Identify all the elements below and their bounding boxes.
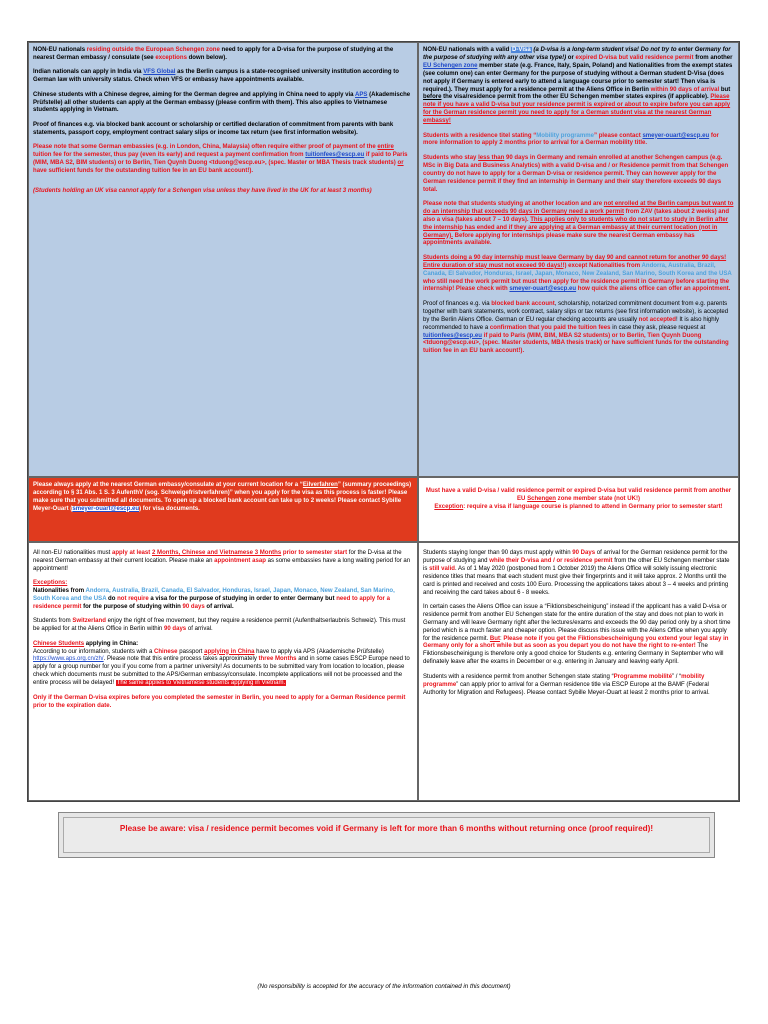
paragraph: NON-EU nationals residing outside the European Schengen zone need to apply for a D-visa for the purpose of studying at the nearest German embassy / consulate (see exceptions down below). (33, 47, 394, 61)
eilverfahren-cell: Please always apply at the nearest German embassy/consulate at your current location for a “Eilverfahren” (summary proceedings) according to § 31 Abs. 1 S. 3 AufenthV (sog. Schweigefristverfahren)” when you apply for the visa as this process is faster! Please make sure that you submitted all documents. To open up a blocked bank account can take up to 2 weeks! Please contact Sybille Meyer-Ouart (smeyer-ouart@escp.eu) for visa documents. (28, 477, 418, 542)
non-eu-with-dvisa-cell (418, 42, 739, 477)
application-deadlines-cell (28, 542, 418, 801)
paragraph: Proof of finances e.g. via blocked bank account, scholarship, notarized commitment document from e.g. parents together with bank statements, work contract, salary slips or tax returns (see first information website), is accepted by the Berlin Aliens Office. German or EU regular checking accounts are usually not accepted! It is also highly recommended to have a confirmation that you paid the tuition fees in case they ask, please request at tuitionfees@escp.eu if paid to Paris (MIM, BIM, MBA S2 students) or to Berlin, Tien Quynh Duong <tduong@escp.eu>, (spec. Master students, MBA thesis track) or have sufficient funds for the outstanding tuition fee in an EU bank account!). (423, 300, 729, 355)
vfs-global-link[interactable]: VFS Global (143, 69, 176, 76)
visa-info-table (27, 41, 740, 802)
paragraph: Proof of finances e.g. via blocked bank account or scholarship or certified declaration of commitment from parents with bank statements, passport copy, employment contract salary slips or income tax return (see first information website). (33, 121, 394, 136)
residence-permit-cell (418, 542, 739, 801)
notice-inner (63, 817, 710, 853)
paragraph: Only if the German D-visa expires before you completed the semester in Berlin, you need to apply for a German Residence permit prior to the expiration date. (33, 694, 406, 709)
paragraph: According to our information, students with a Chinese passport applying in China have to apply via APS (Akademische Prüfstelle) https://www.aps.org.cn/zh/. Please note that this entire process takes approximately three Months and in some cases ESCP Europe need to apply for a group number for you if you come from a partner university! As documents to be submitted vary from location to location, please check which documents must be submitted to the APS/German embassy/consulate. Incomplete applications will not be processed and the entire process will be delayed! The same applies to Vietnamese students applying in Vietnam. (33, 648, 410, 687)
requirement-cell: Must have a valid D-visa / valid residence permit or expired D-visa but valid residence permit from another EU Schengen zone member state (not UK!) Exception: require a visa if language course is planned to attend in Germany prior to semester start! (418, 477, 739, 542)
table-row (28, 542, 739, 801)
table-row (28, 42, 739, 477)
paragraph: Students from Switzerland enjoy the right of free movement, but they require a residence permit (Aufenthaltserlaubnis Schweiz). This must be applied for at the Aliens Office in Berlin within 90 days of arrival. (33, 618, 406, 633)
paragraph: Students who stay less than 90 days in Germany and remain enrolled at another Schengen campus (e.g. MSc in Big Data and Business Analytics) with a valid D-visa and / or Residence permit from that Schengen country do not have to apply for a German D-visa or residence permit. They can however apply for the German residence permit if they find an internship in Germany and their stay therefore exceeds 90 days total. (423, 154, 729, 193)
paragraph: Nationalities from Andorra, Australia, Brazil, Canada, El Salvador, Honduras, Israel, Japan, Monaco, New Zealand, San Marino, South Korea and the USA do not require a visa for the purpose of studying in order to enter Germany but need to apply for a residence permit for the purpose of studying within 90 days of arrival. (33, 588, 395, 610)
paragraph: Chinese students with a Chinese degree, aiming for the German degree and applying in China need to apply via APS (Akademische Prüfstelle) all other students can apply at the German embassy (please confirm with them). This also applies to Vietnamese students applying in Vietnam. (33, 91, 411, 114)
smeyer-ouart-email-link[interactable]: smeyer-ouart@escp.eu (642, 132, 710, 139)
paragraph: Students with a residence titel stating “Mobility programme” please contact smeyer-ouart@escp.eu for more information to apply 2 months prior to arrival for a German mobility title. (423, 132, 719, 147)
aps-website-link[interactable]: https://www.aps.org.cn/zh/ (33, 656, 104, 663)
smeyer-ouart-email-link[interactable]: smeyer-ouart@escp.eu (509, 286, 577, 293)
paragraph: Indian nationals can apply in India via VFS Global as the Berlin campus is a state-recognised university institution according to German law with university status. Check when VFS or embassy have appointments available. (33, 69, 399, 84)
chinese-students-heading: Chinese Students applying in China: (33, 640, 139, 647)
notice-box (58, 812, 715, 858)
smeyer-ouart-email-link[interactable]: smeyer-ouart@escp.eu (72, 505, 140, 512)
eu-schengen-zone-link[interactable]: EU Schengen zone (423, 62, 478, 69)
paragraph: Students staying longer than 90 days must apply within 90 Days of arrival for the German residence permit for the purpose of studying and while their D-visa and / or residence permit from the other EU Schengen member state is still valid. As of 1 May 2020 (postponed from 1 October 2019) the Aliens Office will solely issuing electronic residence titles that means that each student must give their fingerprints and it will take approx. 2 Months until the card is printed and received and costs 100 Euro. Processing the applications takes about 3 – 4 weeks and printing and receiving the card takes about 6 - 8 weeks. (423, 550, 730, 596)
paragraph: Please note that students studying at another location and are not enrolled at the Berlin campus but want to do an internship that exceeds 90 days in Germany need a work permit from ZAV (takes about 2 weeks) and also a visa (takes about 7 – 10 days). This applies only to students who do not start to study in Berlin after the internship has ended and if they are applying at a German embassy at their current location (not in Germany). Before applying for internships please make sure the nearest German embassy has appointments available. (423, 200, 734, 247)
aps-link[interactable]: APS (355, 91, 368, 98)
paragraph: Please note that some German embassies (e.g. in London, China, Malaysia) often require either proof of payment of the entire tuition fee for the semester, thus pay (even its early) and request a payment confirmation from tuitionfees@escp.eu if paid to Paris (MIM, MBA S2, BIM students) or to Berlin, Tien Quynh Duong <tduong@escp.eu>, (spec. Master or MBA Thesis track students) or have sufficient funds for the outstanding tuition fee in an EU bank account!). (33, 144, 408, 174)
uk-visa-note: (Students holding an UK visa cannot apply for a Schengen visa unless they have lived in the UK for at least 3 months) (33, 187, 372, 194)
disclaimer-footer: (No responsibility is accepted for the accuracy of the information contained in this document) (257, 983, 511, 990)
paragraph: Students doing a 90 day internship must leave Germany by day 90 and cannot return for another 90 days! Entire duration of stay must not exceed 90 days!!) except Nationalities from Andorra, Australia, Brazil, Canada, El Salvador, Honduras, Israel, Japan, Monaco, New Zealand, San Marino, South Korea and the USA who still need the work permit but must then apply for the residence permit in Germany before starting the internship! Please check with smeyer-ouart@escp.eu how quick the aliens office can offer an appointment. (423, 254, 732, 293)
paragraph: NON-EU nationals with a valid D-Visa (a D-visa is a long-term student visa! Do not try to enter Germany for the purpose of studying with any other visa type!) or expired D-visa but valid residence permit from another EU Schengen zone member state (e.g. France, Italy, Spain, Poland) and Nationalities from the exempt states (see column one) can enter Germany for the purpose of studying without a German student D-Visa (does not apply if Germany is entered early to attend a language course prior to semester start! Then visa is required.). They must apply for a residence permit at the Aliens Office in Berlin within 90 days of arrival but before the visa/residence permit from the other EU Schengen member states expires (if applicable). Please note if you have a valid D-visa but your residence permit is expired or about to expire before you can apply for the German residence permit you need to apply for a German student visa at the nearest German embassy! (423, 47, 733, 125)
tuitionfees-email-link[interactable]: tuitionfees@escp.eu (305, 152, 365, 159)
paragraph: In certain cases the Aliens Office can issue a “Fiktionsbescheinigung” instead if the applicant has a valid D-visa or residence permit from another EU Schengen state for the entire duration of the stay and does not plan to work in Germany and will leave Germany right after the lectures/exams and exceeds the 90 day period only by a short time period which is a much faster and cheaper option. Please discuss this issue with the Aliens Office when you apply for the residence permit. But: Please note if you get the Fiktionsbescheinigung you extend your legal stay in Germany only for a short while but as soon as you depart you do not have the right to re-enter! The Fiktionsbescheinigung is therefore only a good choice for Students e.g. entering Germany in September who will definately leave after the exams in December or e.g. entering in January and leaving early April. (423, 603, 731, 666)
paragraph: Students with a residence permit from another Schengen state stating “Programme mobilité” / “mobility programme” can apply prior to arrival for a German residence title via ESCP Europe at the BAMF (Federal Authority for Migration and Refugees). Please contact Sybille Meyer-Ouart at least 2 months prior to arrival. (423, 673, 710, 696)
tuitionfees-email-link[interactable]: tuitionfees@escp.eu (423, 332, 482, 339)
non-eu-outside-schengen-cell (28, 42, 418, 477)
exceptions-heading: Exceptions: (33, 580, 68, 587)
table-row (28, 477, 739, 542)
notice-text: Please be aware: visa / residence permit becomes void if Germany is left for more than 6 months without returning once (proof required)! (119, 824, 654, 833)
paragraph: All non-EU nationalities must apply at least 2 Months, Chinese and Vietnamese 3 Months prior to semester start for the D-visa at the nearest German embassy at their current location. Please make an appointment asap as some embassies have a long waiting period for an appointment! (33, 550, 411, 572)
